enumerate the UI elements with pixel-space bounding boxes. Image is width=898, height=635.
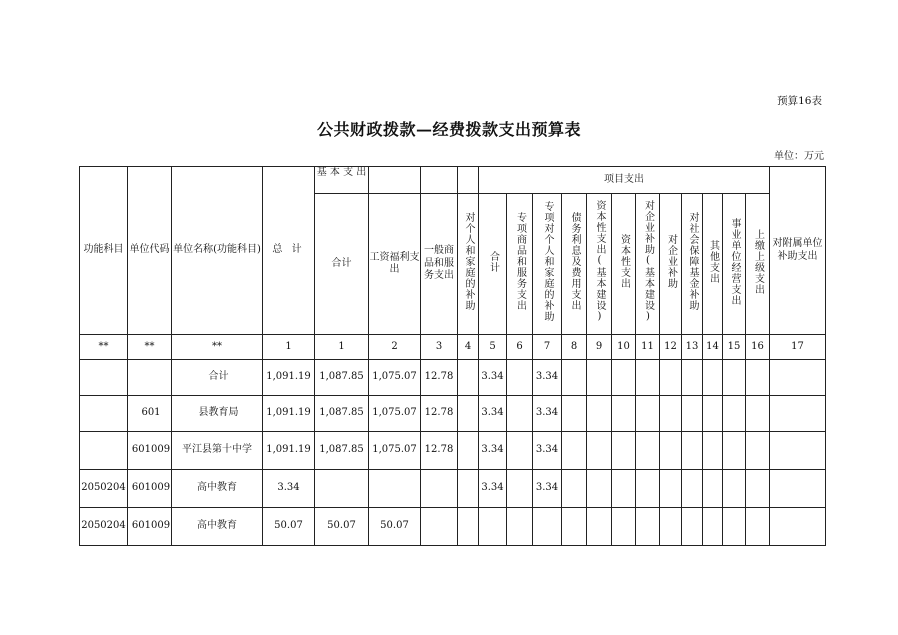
special-personal-cell: 3.34 xyxy=(533,396,562,432)
unit-name-cell: 县教育局 xyxy=(172,396,263,432)
index-cell: ** xyxy=(80,335,128,360)
func-code-cell: 2050204 xyxy=(80,508,128,546)
index-cell: 11 xyxy=(636,335,660,360)
func-code-cell: 2050204 xyxy=(80,470,128,508)
total-cell: 1,091.19 xyxy=(263,432,315,470)
header-basic-total: 合计 xyxy=(315,194,369,335)
index-cell: 14 xyxy=(703,335,723,360)
header-basic-expenditure: 基 本 支 出 xyxy=(315,167,369,194)
basic-total-cell: 1,087.85 xyxy=(315,360,369,396)
index-row xyxy=(80,335,826,360)
personal-subsidy-cell xyxy=(458,470,479,508)
unit-code-cell: 601009 xyxy=(128,432,172,470)
header-proj-total: 合计 xyxy=(487,250,499,273)
page-code: 预算16表 xyxy=(777,95,822,107)
header-personal-subsidy: 对个人和家庭的补助 xyxy=(463,212,474,312)
index-cell: 10 xyxy=(612,335,636,360)
header-general-goods: 一般商品和服务支出 xyxy=(421,194,458,335)
page-title: 公共财政拨款—经费拨款支出预算表 xyxy=(316,120,581,139)
general-goods-cell: 12.78 xyxy=(421,360,458,396)
personal-subsidy-cell xyxy=(458,508,479,546)
header-enterprise-infra: 对企业补助(基本建设) xyxy=(642,200,654,324)
header-unit-code: 单位代码 xyxy=(128,167,172,335)
wages-cell: 1,075.07 xyxy=(369,360,421,396)
func-code-cell xyxy=(80,396,128,432)
header-func-code: 功能科目 xyxy=(80,167,128,335)
index-cell: 8 xyxy=(562,335,587,360)
header-enterprise: 对企业补助 xyxy=(665,234,677,290)
index-cell: 16 xyxy=(746,335,770,360)
index-cell: 1 xyxy=(315,335,369,360)
general-goods-cell: 12.78 xyxy=(421,432,458,470)
personal-subsidy-cell xyxy=(458,396,479,432)
index-cell: 7 xyxy=(533,335,562,360)
special-goods-cell xyxy=(507,360,533,396)
special-personal-cell: 3.34 xyxy=(533,432,562,470)
header-total: 总 计 xyxy=(263,167,315,335)
index-cell: 13 xyxy=(682,335,703,360)
header-special-goods: 专项商品和服务支出 xyxy=(514,212,526,312)
general-goods-cell xyxy=(421,508,458,546)
index-cell: 9 xyxy=(587,335,612,360)
unit-code-cell xyxy=(128,360,172,396)
proj-total-cell: 3.34 xyxy=(479,470,507,508)
total-cell: 1,091.19 xyxy=(263,360,315,396)
unit-name-cell: 合计 xyxy=(172,360,263,396)
index-cell: 1 xyxy=(263,335,315,360)
general-goods-cell: 12.78 xyxy=(421,396,458,432)
table-row xyxy=(80,470,826,508)
index-cell: 2 xyxy=(369,335,421,360)
total-cell: 3.34 xyxy=(263,470,315,508)
func-code-cell xyxy=(80,360,128,396)
basic-total-cell xyxy=(315,470,369,508)
proj-total-cell xyxy=(479,508,507,546)
budget-table xyxy=(79,166,826,546)
unit-code-cell: 601009 xyxy=(128,470,172,508)
special-goods-cell xyxy=(507,508,533,546)
header-upper-payment: 上缴上级支出 xyxy=(752,228,764,295)
index-cell: 5 xyxy=(479,335,507,360)
table-row xyxy=(80,432,826,470)
total-cell: 1,091.19 xyxy=(263,396,315,432)
table-row xyxy=(80,360,826,396)
header-other: 其他支出 xyxy=(707,239,719,284)
header-capital-infra: 资本性支出(基本建设) xyxy=(594,200,605,324)
unit-label: 单位：万元 xyxy=(774,151,824,162)
unit-name-cell: 高中教育 xyxy=(172,508,263,546)
proj-total-cell: 3.34 xyxy=(479,432,507,470)
special-goods-cell xyxy=(507,470,533,508)
unit-code-cell: 601009 xyxy=(128,508,172,546)
header-wages: 工资福利支出 xyxy=(369,194,421,335)
personal-subsidy-cell xyxy=(458,360,479,396)
index-cell: 6 xyxy=(507,335,533,360)
personal-subsidy-cell xyxy=(458,432,479,470)
special-personal-cell: 3.34 xyxy=(533,360,562,396)
unit-code-cell: 601 xyxy=(128,396,172,432)
func-code-cell xyxy=(80,432,128,470)
general-goods-cell xyxy=(421,470,458,508)
index-cell: ** xyxy=(172,335,263,360)
special-goods-cell xyxy=(507,396,533,432)
wages-cell xyxy=(369,470,421,508)
unit-name-cell: 高中教育 xyxy=(172,470,263,508)
wages-cell: 1,075.07 xyxy=(369,396,421,432)
header-social-security: 对社会保障基金补助 xyxy=(687,212,698,312)
header-project-expenditure: 项目支出 xyxy=(479,167,770,194)
proj-total-cell: 3.34 xyxy=(479,360,507,396)
table-row xyxy=(80,396,826,432)
basic-total-cell: 50.07 xyxy=(315,508,369,546)
wages-cell: 50.07 xyxy=(369,508,421,546)
index-cell: 4 xyxy=(458,335,479,360)
header-business-ops: 事业单位经营支出 xyxy=(729,217,740,306)
header-capital: 资本性支出 xyxy=(618,234,630,290)
wages-cell: 1,075.07 xyxy=(369,432,421,470)
basic-total-cell: 1,087.85 xyxy=(315,396,369,432)
header-unit-name: 单位名称(功能科目) xyxy=(172,167,263,335)
special-goods-cell xyxy=(507,432,533,470)
header-debt-interest: 债务利息及费用支出 xyxy=(569,212,580,312)
index-cell: 3 xyxy=(421,335,458,360)
basic-total-cell: 1,087.85 xyxy=(315,432,369,470)
index-cell: 15 xyxy=(723,335,746,360)
proj-total-cell: 3.34 xyxy=(479,396,507,432)
total-cell: 50.07 xyxy=(263,508,315,546)
index-cell: 17 xyxy=(770,335,826,360)
special-personal-cell xyxy=(533,508,562,546)
index-cell: 12 xyxy=(660,335,682,360)
unit-name-cell: 平江县第十中学 xyxy=(172,432,263,470)
special-personal-cell: 3.34 xyxy=(533,470,562,508)
header-special-personal: 专项对个人和家庭的补助 xyxy=(542,201,553,323)
table-row xyxy=(80,508,826,546)
header-subsidiary: 对附属单位补助支出 xyxy=(770,167,826,335)
index-cell: ** xyxy=(128,335,172,360)
